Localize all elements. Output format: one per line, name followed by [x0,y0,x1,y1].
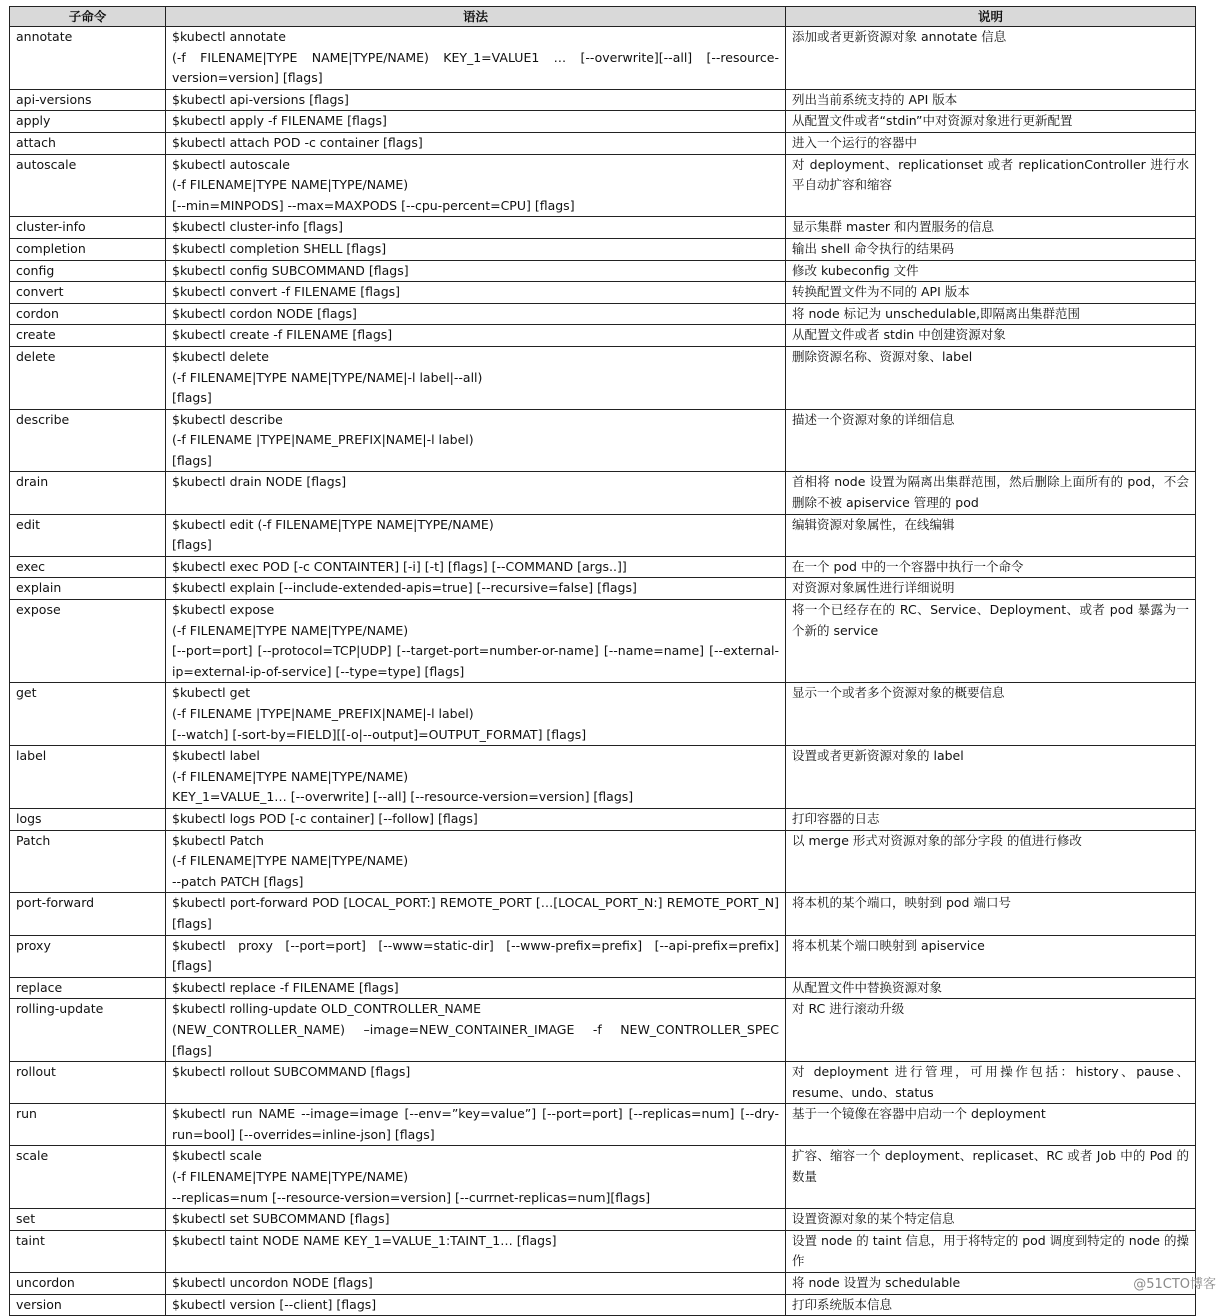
table-row [10,1104,1196,1146]
table-row [10,303,1196,325]
table-row [10,409,1196,472]
table-row [10,111,1196,133]
syntax-cell [166,808,786,830]
table-row [10,1146,1196,1209]
syntax-cell [166,600,786,683]
syntax-line: $kubectl convert -f FILENAME [flags] [172,284,401,300]
syntax-line: $kubectl get [172,685,251,701]
syntax-line: $kubectl config SUBCOMMAND [flags] [172,262,409,278]
description-cell: 编辑资源对象属性，在线编辑 [786,514,1196,556]
table-row [10,808,1196,830]
subcommand-cell: delete [10,346,166,409]
subcommand-cell: config [10,260,166,282]
syntax-cell [166,260,786,282]
subcommand-cell: create [10,325,166,347]
syntax-line: (-f FILENAME |TYPE|NAME_PREFIX|NAME|-l label) [172,432,474,448]
syntax-line: [flags] [172,537,212,553]
syntax-line: [flags] [172,452,212,468]
syntax-line: $kubectl uncordon NODE [flags] [172,1275,373,1291]
syntax-line: $kubectl run NAME --image=image [--env=”key=value”] [--port=port] [--replicas=num] [--dry-run=bool] [--overrides=inline-json] [flags] [172,1106,779,1142]
description-cell: 转换配置文件为不同的 API 版本 [786,282,1196,304]
syntax-line: [--port=port] [--protocol=TCP|UDP] [--target-port=number-or-name] [--name=name] [--external-ip=external-ip-of-service] [--type=type] [flags] [172,643,779,679]
syntax-cell [166,1146,786,1209]
description-cell: 将 node 标记为 unschedulable,即隔离出集群范围 [786,303,1196,325]
syntax-line: $kubectl taint NODE NAME KEY_1=VALUE_1:TAINT_1… [flags] [172,1232,557,1248]
syntax-cell [166,303,786,325]
table-row [10,1273,1196,1295]
table-row [10,556,1196,578]
table-row [10,472,1196,514]
syntax-cell [166,1209,786,1231]
syntax-cell [166,1230,786,1272]
syntax-cell [166,154,786,217]
table-header-row [10,7,1196,27]
description-cell: 打印系统版本信息 [786,1294,1196,1316]
syntax-cell [166,830,786,893]
table-row [10,977,1196,999]
description-cell: 描述一个资源对象的详细信息 [786,409,1196,472]
syntax-cell [166,132,786,154]
syntax-line: [flags] [172,390,212,406]
table-row [10,578,1196,600]
syntax-cell [166,1104,786,1146]
description-cell: 设置 node 的 taint 信息，用于将特定的 pod 调度到特定的 node 的操作 [786,1230,1196,1272]
table-row [10,830,1196,893]
syntax-line: $kubectl apply -f FILENAME [flags] [172,113,387,129]
syntax-line: (-f FILENAME|TYPE NAME|TYPE/NAME|-l label|--all) [172,369,483,385]
table-row [10,999,1196,1062]
syntax-line: $kubectl api-versions [flags] [172,91,349,107]
syntax-line: $kubectl drain NODE [flags] [172,474,347,490]
syntax-line: $kubectl autoscale [172,156,290,172]
description-cell: 对资源对象属性进行详细说明 [786,578,1196,600]
syntax-line: $kubectl create -f FILENAME [flags] [172,327,393,343]
header-description: 说明 [786,7,1196,27]
syntax-line: (NEW_CONTROLLER_NAME) –image=NEW_CONTAINER_IMAGE -f NEW_CONTROLLER_SPEC [flags] [172,1021,779,1058]
subcommand-cell: logs [10,808,166,830]
header-subcommand: 子命令 [10,7,166,27]
syntax-cell [166,683,786,746]
description-cell: 设置资源对象的某个特定信息 [786,1209,1196,1231]
table-row [10,893,1196,935]
syntax-cell [166,346,786,409]
syntax-cell [166,89,786,111]
syntax-line: (-f FILENAME|TYPE NAME|TYPE/NAME) [172,853,409,869]
table-row [10,282,1196,304]
syntax-line: [--watch] [-sort-by=FIELD][[-o|--output]=OUTPUT_FORMAT] [flags] [172,726,587,742]
subcommand-cell: annotate [10,27,166,90]
syntax-cell [166,27,786,90]
description-cell: 将本机的某个端口，映射到 pod 端口号 [786,893,1196,935]
description-cell: 显示一个或者多个资源对象的概要信息 [786,683,1196,746]
table-row [10,238,1196,260]
subcommand-cell: describe [10,409,166,472]
syntax-line: $kubectl edit (-f FILENAME|TYPE NAME|TYPE/NAME) [172,516,494,532]
description-cell: 设置或者更新资源对象的 label [786,746,1196,809]
subcommand-cell: scale [10,1146,166,1209]
syntax-line: $kubectl version [--client] [flags] [172,1296,377,1312]
description-cell: 对 deployment 进行管理，可用操作包括：history、pause、resume、undo、status [786,1062,1196,1104]
subcommand-cell: apply [10,111,166,133]
table-row [10,683,1196,746]
subcommand-cell: rollout [10,1062,166,1104]
subcommand-cell: completion [10,238,166,260]
subcommand-cell: port-forward [10,893,166,935]
header-syntax: 语法 [166,7,786,27]
table-row [10,746,1196,809]
subcommand-cell: label [10,746,166,809]
table-row [10,1294,1196,1316]
subcommand-cell: replace [10,977,166,999]
subcommand-cell: convert [10,282,166,304]
description-cell: 以 merge 形式对资源对象的部分字段 的值进行修改 [786,830,1196,893]
description-cell: 添加或者更新资源对象 annotate 信息 [786,27,1196,90]
syntax-cell [166,746,786,809]
subcommand-cell: cordon [10,303,166,325]
syntax-line: $kubectl describe [172,411,283,427]
subcommand-cell: attach [10,132,166,154]
syntax-line: $kubectl exec POD [-c CONTAINTER] [-i] [-t] [flags] [--COMMAND [args..]] [172,558,627,574]
syntax-line: (-f FILENAME|TYPE NAME|TYPE/NAME) [172,1169,409,1185]
syntax-line: $kubectl completion SHELL [flags] [172,240,387,256]
syntax-line: $kubectl delete [172,348,269,364]
syntax-line: $kubectl port-forward POD [LOCAL_PORT:] REMOTE_PORT […[LOCAL_PORT_N:] REMOTE_PORT_N] [flags] [172,895,779,931]
table-row [10,600,1196,683]
syntax-cell [166,1273,786,1295]
table-row [10,1209,1196,1231]
description-cell: 从配置文件或者 stdin 中创建资源对象 [786,325,1196,347]
syntax-cell [166,282,786,304]
syntax-line: $kubectl annotate [172,29,286,44]
table-row [10,217,1196,239]
description-cell: 在一个 pod 中的一个容器中执行一个命令 [786,556,1196,578]
description-cell: 输出 shell 命令执行的结果码 [786,238,1196,260]
syntax-line: (-f FILENAME|TYPE NAME|TYPE/NAME) [172,768,409,784]
syntax-line: (-f FILENAME|TYPE NAME|TYPE/NAME) [172,177,409,193]
subcommand-cell: autoscale [10,154,166,217]
subcommand-cell: edit [10,514,166,556]
description-cell: 修改 kubeconfig 文件 [786,260,1196,282]
syntax-line: $kubectl expose [172,602,275,618]
syntax-line: $kubectl cluster-info [flags] [172,219,343,235]
subcommand-cell: proxy [10,935,166,977]
table-row [10,154,1196,217]
description-cell: 进入一个运行的容器中 [786,132,1196,154]
subcommand-cell: cluster-info [10,217,166,239]
syntax-line: --patch PATCH [flags] [172,873,304,889]
syntax-line: $kubectl scale [172,1148,262,1164]
subcommand-cell: rolling-update [10,999,166,1062]
description-cell: 将 node 设置为 schedulable [786,1273,1196,1295]
description-cell: 从配置文件或者“stdin”中对资源对象进行更新配置 [786,111,1196,133]
syntax-cell [166,325,786,347]
description-cell: 将本机某个端口映射到 apiservice [786,935,1196,977]
description-cell: 列出当前系统支持的 API 版本 [786,89,1196,111]
syntax-cell [166,1294,786,1316]
syntax-cell [166,556,786,578]
syntax-cell [166,1062,786,1104]
table-row [10,27,1196,90]
subcommand-cell: taint [10,1230,166,1272]
watermark: @51CTO博客 [1133,1277,1216,1292]
subcommand-cell: uncordon [10,1273,166,1295]
subcommand-cell: explain [10,578,166,600]
syntax-cell [166,217,786,239]
subcommand-cell: api-versions [10,89,166,111]
subcommand-cell: drain [10,472,166,514]
subcommand-cell: get [10,683,166,746]
description-cell: 对 deployment、replicationset 或者 replicationController 进行水平自动扩容和缩容 [786,154,1196,217]
syntax-line: --replicas=num [--resource-version=version] [--currnet-replicas=num][flags] [172,1189,651,1205]
table-row [10,260,1196,282]
syntax-line: $kubectl set SUBCOMMAND [flags] [172,1211,390,1227]
table-row [10,89,1196,111]
syntax-line: $kubectl explain [--include-extended-apis=true] [--recursive=false] [flags] [172,580,637,596]
syntax-line: $kubectl rolling-update OLD_CONTROLLER_NAME [172,1001,481,1017]
table-row [10,935,1196,977]
syntax-cell [166,472,786,514]
syntax-line: $kubectl Patch [172,832,264,848]
subcommand-cell: run [10,1104,166,1146]
table-row [10,325,1196,347]
syntax-cell [166,514,786,556]
syntax-line: $kubectl attach POD -c container [flags] [172,134,423,150]
table-body [10,27,1196,1316]
syntax-cell [166,935,786,977]
table-row [10,1230,1196,1272]
description-cell: 显示集群 master 和内置服务的信息 [786,217,1196,239]
syntax-line: [--min=MINPODS] --max=MAXPODS [--cpu-percent=CPU] [flags] [172,197,575,213]
syntax-line: $kubectl logs POD [-c container] [--follow] [flags] [172,810,478,826]
syntax-line: $kubectl proxy [--port=port] [--www=static-dir] [--www-prefix=prefix] [--api-prefix=prefix] [flags] [172,937,779,974]
syntax-cell [166,111,786,133]
description-cell: 打印容器的日志 [786,808,1196,830]
syntax-cell [166,977,786,999]
subcommand-cell: expose [10,600,166,683]
subcommand-cell: version [10,1294,166,1316]
syntax-cell [166,409,786,472]
subcommand-cell: exec [10,556,166,578]
syntax-line: (-f FILENAME|TYPE NAME|TYPE/NAME) KEY_1=VALUE1 … [--overwrite][--all] [--resource-version=version] [flags] [172,49,779,86]
description-cell: 基于一个镜像在容器中启动一个 deployment [786,1104,1196,1146]
subcommand-cell: set [10,1209,166,1231]
description-cell: 删除资源名称、资源对象、label [786,346,1196,409]
syntax-line: $kubectl rollout SUBCOMMAND [flags] [172,1064,411,1080]
table-row [10,1062,1196,1104]
table-row [10,514,1196,556]
syntax-line: KEY_1=VALUE_1… [--overwrite] [--all] [--resource-version=version] [flags] [172,789,634,805]
syntax-line: (-f FILENAME|TYPE NAME|TYPE/NAME) [172,622,409,638]
syntax-line: $kubectl replace -f FILENAME [flags] [172,979,399,995]
table-row [10,346,1196,409]
syntax-line: (-f FILENAME |TYPE|NAME_PREFIX|NAME|-l label) [172,706,474,721]
description-cell: 从配置文件中替换资源对象 [786,977,1196,999]
syntax-cell [166,238,786,260]
syntax-line: $kubectl label [172,748,260,764]
syntax-cell [166,999,786,1062]
description-cell: 首相将 node 设置为隔离出集群范围，然后删除上面所有的 pod，不会删除不被 apiservice 管理的 pod [786,472,1196,514]
syntax-cell [166,578,786,600]
syntax-line: $kubectl cordon NODE [flags] [172,305,357,321]
table-row [10,132,1196,154]
kubectl-command-table [9,6,1196,1316]
description-cell: 对 RC 进行滚动升级 [786,999,1196,1062]
description-cell: 将一个已经存在的 RC、Service、Deployment、或者 pod 暴露为一个新的 service [786,600,1196,683]
syntax-cell [166,893,786,935]
subcommand-cell: Patch [10,830,166,893]
description-cell: 扩容、缩容一个 deployment、replicaset、RC 或者 Job 中的 Pod 的数量 [786,1146,1196,1209]
